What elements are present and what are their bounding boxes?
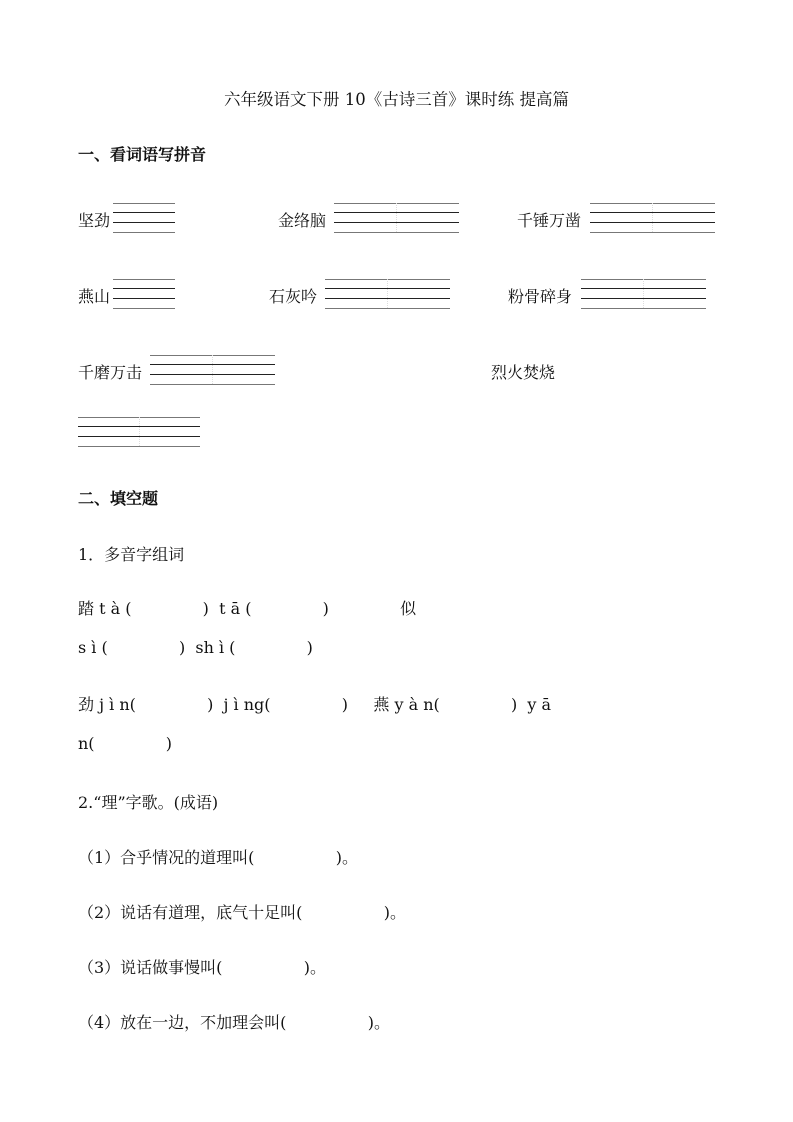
word-fengusuishen: 粉骨碎身 [508, 287, 573, 306]
word-yanshan: 燕山 [78, 287, 111, 306]
section1-heading: 一、看词语写拼音 [78, 145, 207, 164]
q1-label: 1．多音字组词 [78, 545, 185, 564]
section2-heading: 二、填空题 [78, 489, 159, 508]
q2-label: 2.“理”字歌。(成语) [78, 793, 219, 812]
q1-row1b[interactable]: s ì ( ) sh ì ( ) [78, 638, 313, 657]
q2-item-3[interactable]: （3）说话做事慢叫( )。 [78, 958, 327, 977]
word-liehuofenshao: 烈火焚烧 [491, 363, 556, 382]
q1-row2a[interactable]: 劲 j ì n( ) j ì ng( ) 燕 y à n( ) y ā [78, 695, 552, 714]
q1-row1a[interactable]: 踏 t à ( ) t ā ( ) 似 [78, 599, 417, 618]
q2-item-2[interactable]: （2）说话有道理，底气十足叫( )。 [78, 903, 407, 922]
q1-row2b[interactable]: n( ) [78, 734, 172, 753]
q2-item-4[interactable]: （4）放在一边，不加理会叫( )。 [78, 1013, 391, 1032]
page-title: 六年级语文下册 10《古诗三首》课时练 提高篇 [224, 90, 569, 109]
word-shihuiyin: 石灰吟 [269, 287, 318, 306]
word-qianchuiwanzao: 千锤万凿 [517, 211, 582, 230]
word-jianjin: 坚劲 [78, 211, 111, 230]
word-jinluonao: 金络脑 [278, 211, 327, 230]
word-qianmowanji: 千磨万击 [78, 363, 143, 382]
q2-item-1[interactable]: （1）合乎情况的道理叫( )。 [78, 848, 359, 867]
